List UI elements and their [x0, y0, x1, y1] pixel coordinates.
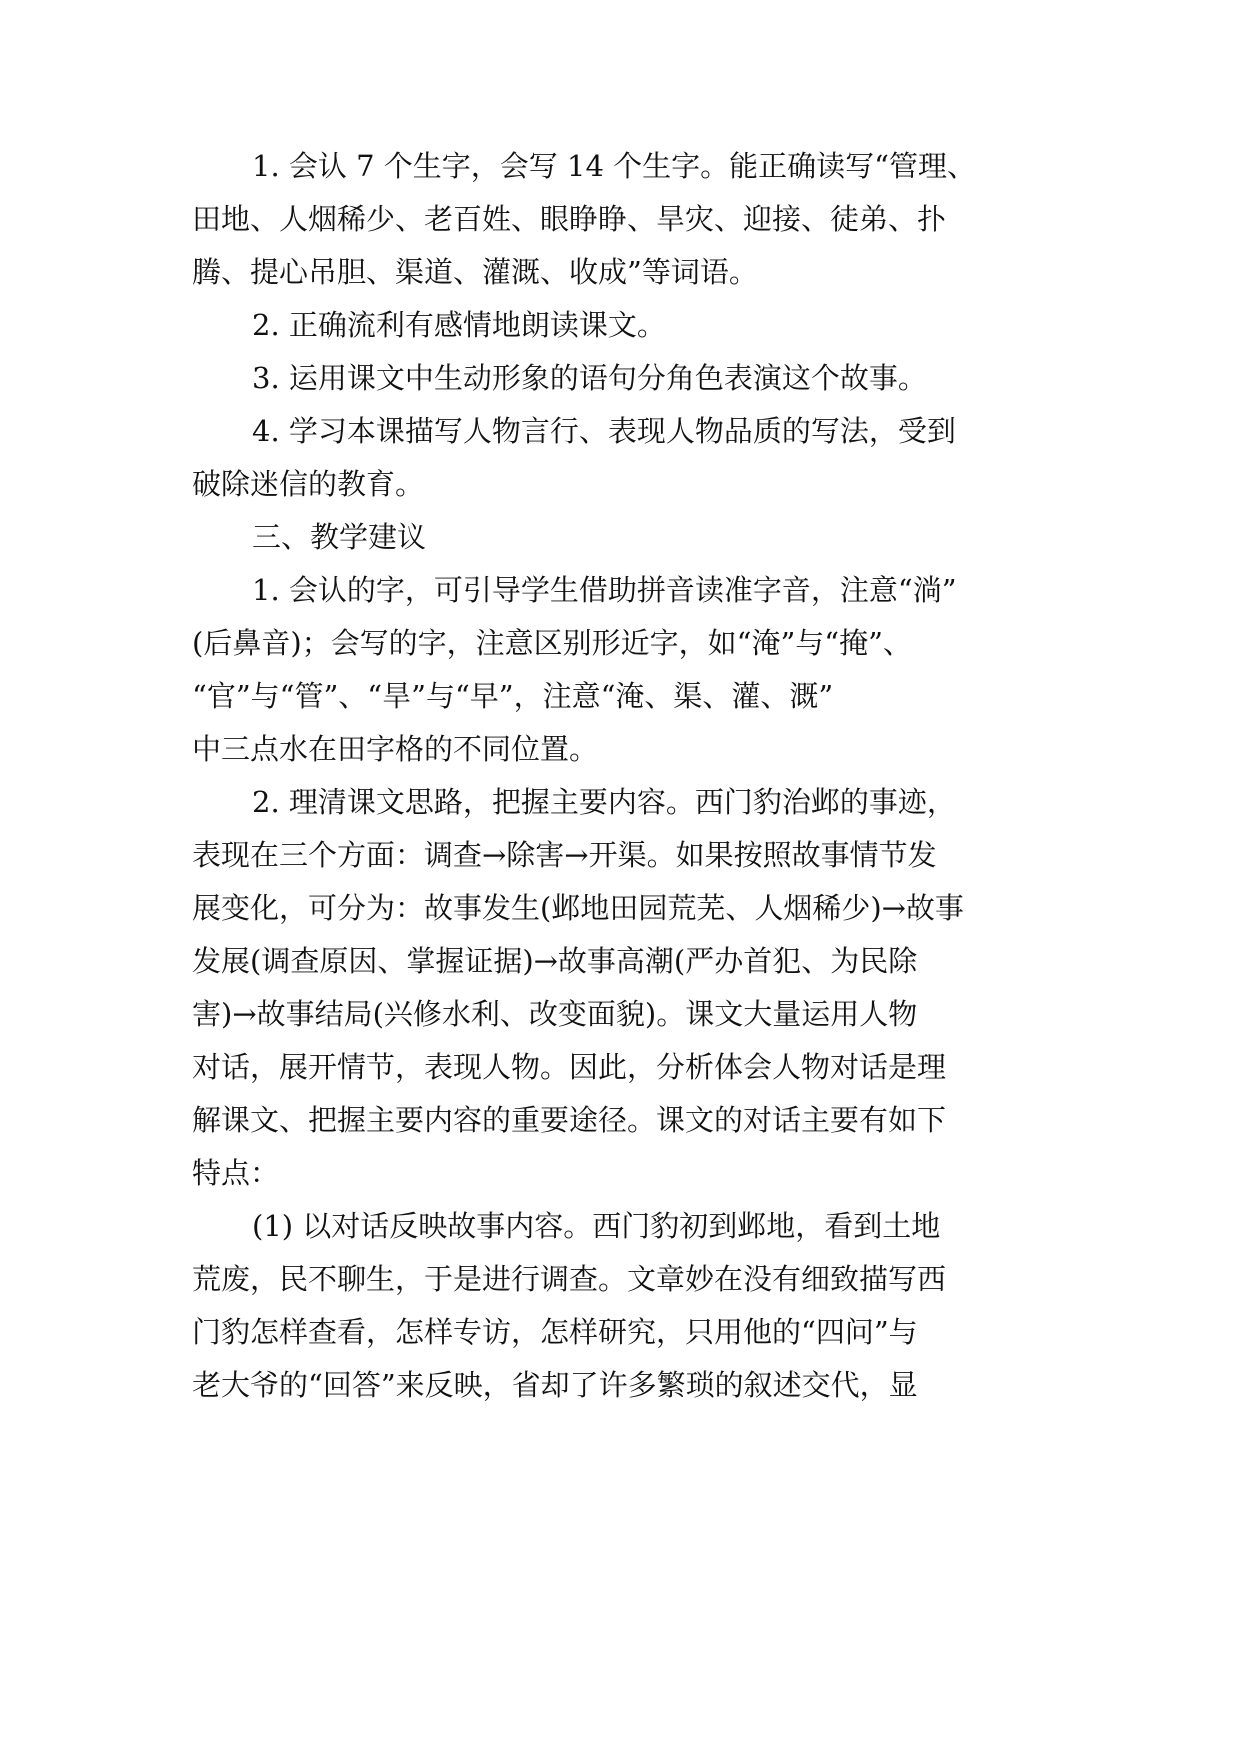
text-line: (后鼻音)；会写的字，注意区别形近字，如“淹”与“掩”、: [192, 626, 912, 660]
text-line: 中三点水在田字格的不同位置。: [192, 732, 599, 766]
text-line: 对话，展开情节，表现人物。因此，分析体会人物对话是理: [192, 1050, 947, 1084]
text-line: 2. 理清课文思路，把握主要内容。西门豹治邺的事迹，: [252, 785, 956, 819]
text-line: 腾、提心吊胆、渠道、灌溉、收成”等词语。: [192, 255, 758, 289]
text-line: “官”与“管”、“旱”与“早”，注意“淹、渠、灌、溉”: [192, 679, 834, 713]
text-line: 老大爷的“回答”来反映，省却了许多繁琐的叙述交代，显: [192, 1368, 918, 1402]
text-line: 1. 会认的字，可引导学生借助拼音读准字音，注意“淌”: [252, 573, 957, 607]
text-line: 4. 学习本课描写人物言行、表现人物品质的写法，受到: [252, 414, 956, 448]
text-line: 解课文、把握主要内容的重要途径。课文的对话主要有如下: [192, 1103, 947, 1137]
text-line: 1. 会认 7 个生字，会写 14 个生字。能正确读写“管理、: [252, 149, 976, 183]
text-line: 发展(调查原因、掌握证据)→故事高潮(严办首犯、为民除: [192, 944, 918, 978]
text-line: 破除迷信的教育。: [192, 467, 425, 501]
text-line: 害)→故事结局(兴修水利、改变面貌)。课文大量运用人物: [192, 997, 918, 1031]
text-line: 田地、人烟稀少、老百姓、眼睁睁、旱灾、迎接、徒弟、扑: [192, 202, 947, 236]
text-line: 3. 运用课文中生动形象的语句分角色表演这个故事。: [252, 361, 927, 395]
text-line: 表现在三个方面：调查→除害→开渠。如果按照故事情节发: [192, 838, 937, 872]
text-line: 展变化，可分为：故事发生(邺地田园荒芜、人烟稀少)→故事: [192, 891, 964, 925]
text-line: 2. 正确流利有感情地朗读课文。: [252, 308, 666, 342]
text-line: 荒废，民不聊生，于是进行调查。文章妙在没有细致描写西: [192, 1262, 947, 1296]
text-line: 特点：: [192, 1156, 280, 1190]
section-heading: 三、教学建议: [252, 520, 427, 554]
text-line: 门豹怎样查看，怎样专访，怎样研究，只用他的“四问”与: [192, 1315, 918, 1349]
text-line: (1) 以对话反映故事内容。西门豹初到邺地，看到土地: [252, 1209, 941, 1243]
